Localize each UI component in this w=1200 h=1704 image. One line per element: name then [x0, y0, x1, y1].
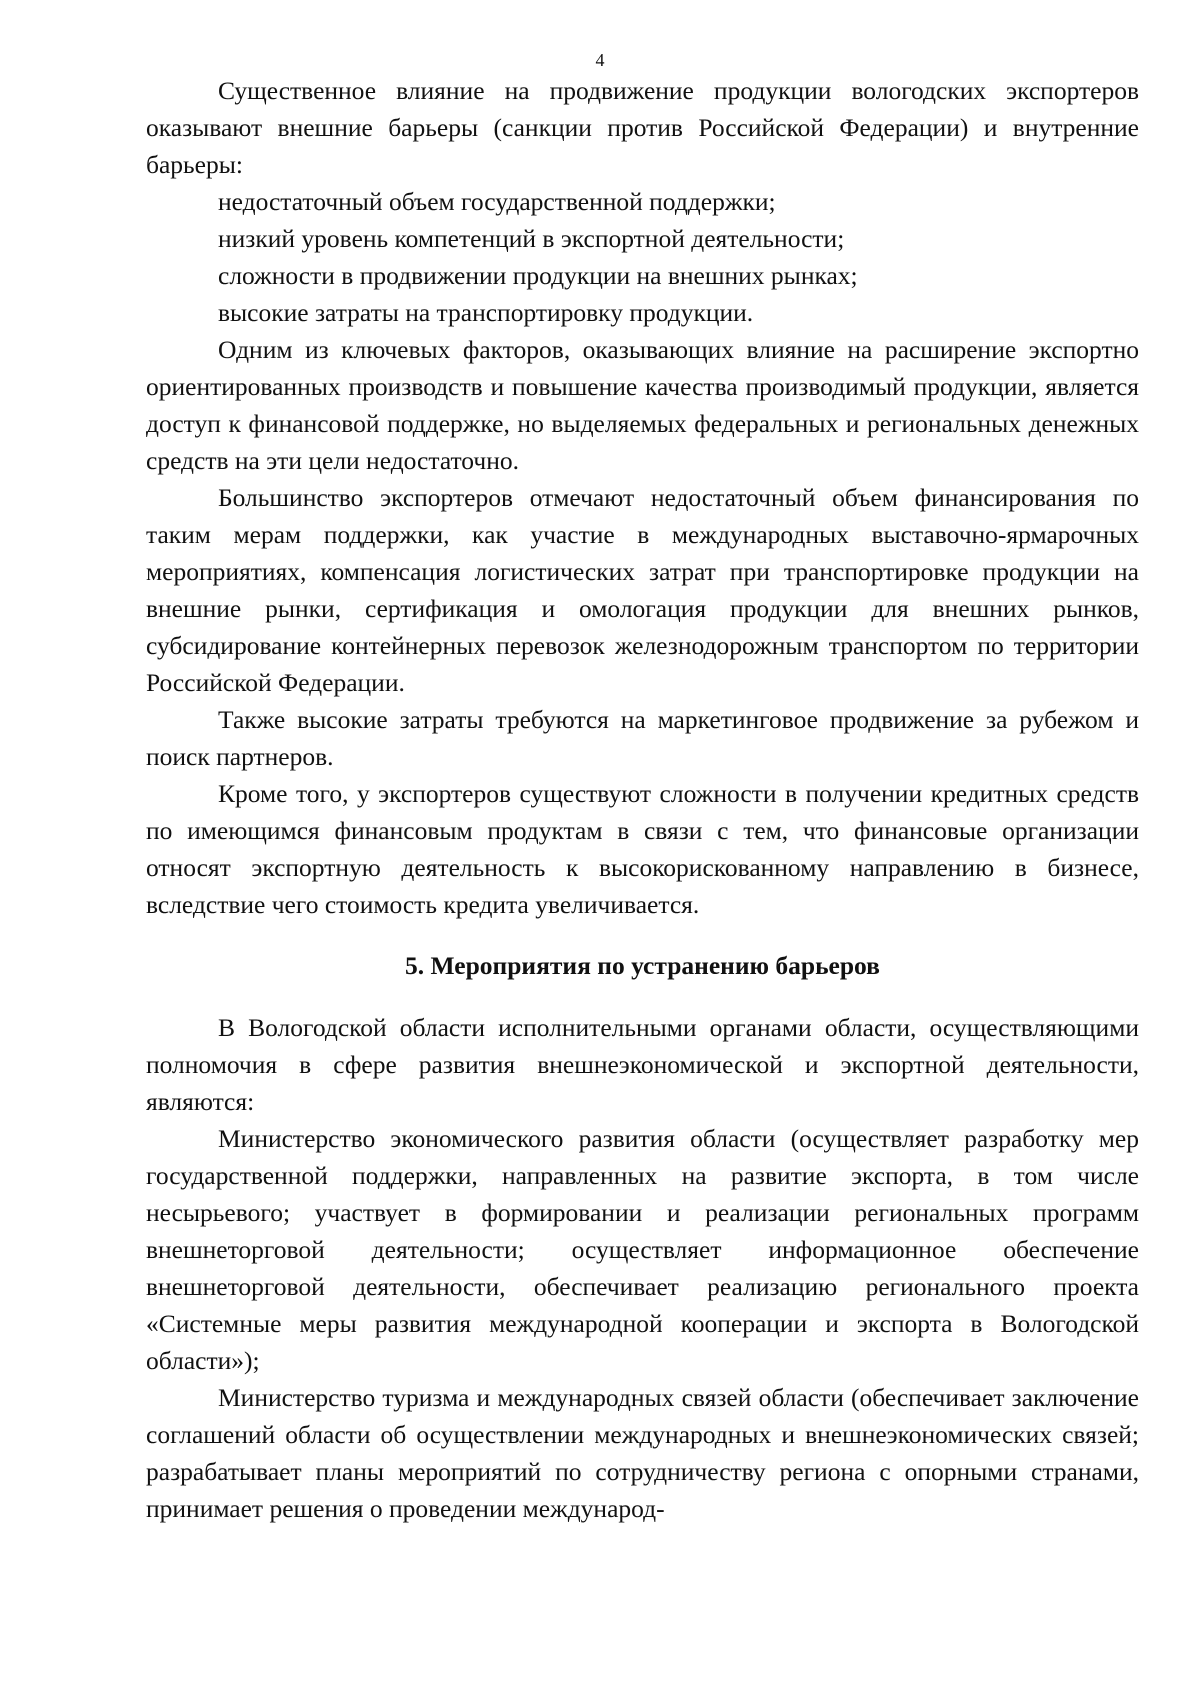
- paragraph-marketing-costs: Также высокие затраты требуются на маркетинговое продвижение за рубежом и поиск партнеров.: [146, 705, 1139, 771]
- paragraph-economic-ministry: Министерство экономического развития области (осуществляет разработку мер государственной поддержки, направленных на развитие экспорта, в том числе несырьевого; участвует в формировании и реализации региональных программ внешнеторговой деятельности; осуществляет информационное обеспечение внешнеторговой деятельности, обеспечивает реализацию регионального проекта «Системные меры развития международной кооперации и экспорта в Вологодской области»);: [146, 1124, 1139, 1375]
- paragraph-financial-support: Одним из ключевых факторов, оказывающих влияние на расширение экспортно ориентированных производств и повышение качества производимый продукции, является доступ к финансовой поддержке, но выделяемых федеральных и региональных денежных средств на эти цели недостаточно.: [146, 335, 1139, 475]
- section-heading: 5. Мероприятия по устранению барьеров: [405, 951, 880, 980]
- document-body: [146, 72, 1139, 1527]
- barrier-item: сложности в продвижении продукции на внешних рынках;: [218, 261, 858, 290]
- barrier-item: низкий уровень компетенций в экспортной деятельности;: [218, 224, 845, 253]
- paragraph-credit-difficulties: Кроме того, у экспортеров существуют сложности в получении кредитных средств по имеющимся финансовым продуктам в связи с тем, что финансовые организации относят экспортную деятельность к высокорискованному направлению в бизнесе, вследствие чего стоимость кредита увеличивается.: [146, 779, 1139, 919]
- page-number: 4: [595, 50, 605, 70]
- barrier-item: высокие затраты на транспортировку продукции.: [218, 298, 754, 327]
- paragraph-tourism-ministry: Министерство туризма и международных связей области (обеспечивает заключение соглашений области об осуществлении международных и внешнеэкономических связей; разрабатывает планы мероприятий по сотрудничеству региона с опорными странами, принимает решения о проведении международ-: [146, 1383, 1139, 1523]
- paragraph-barriers-intro: Существенное влияние на продвижение продукции вологодских экспортеров оказывают внешние барьеры (санкции против Российской Федерации) и внутренние барьеры:: [146, 76, 1139, 179]
- paragraph-funding-shortage: Большинство экспортеров отмечают недостаточный объем финансирования по таким мерам поддержки, как участие в международных выставочно-ярмарочных мероприятиях, компенсация логистических затрат при транспортировке продукции на внешние рынки, сертификация и омологация продукции для внешних рынков, субсидирование контейнерных перевозок железнодорожным транспортом по территории Российской Федерации.: [146, 483, 1139, 697]
- barrier-item: недостаточный объем государственной поддержки;: [218, 187, 776, 216]
- paragraph-executive-bodies: В Вологодской области исполнительными органами области, осуществляющими полномочия в сфере развития внешнеэкономической и экспортной деятельности, являются:: [146, 1013, 1139, 1116]
